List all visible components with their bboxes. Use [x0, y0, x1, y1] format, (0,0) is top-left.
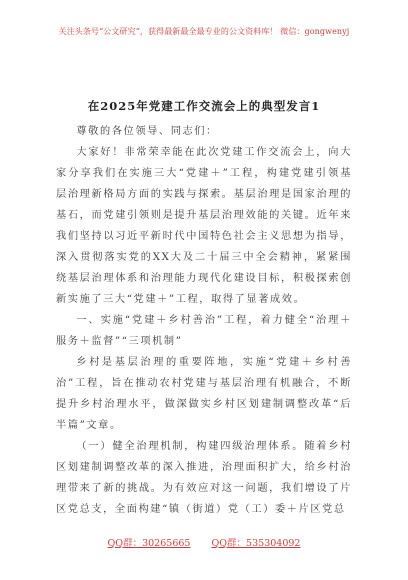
document-title: 在2025年党建工作交流会上的典型发言1 — [87, 99, 321, 113]
promo-banner: 关注头条号“公文研究”，获得最新最全最专业的公文资料库！ 微信：gongwenyj — [58, 27, 350, 36]
paragraph-section-1: 乡村是基层治理的重要阵地，实施“党建＋乡村善治”工程，旨在推动农村党建与基层治理有机融合，不断提升乡村治理水平，做深做实乡村区划建制调整改革“后半篇”文章。 — [56, 357, 352, 431]
footer-contacts — [0, 535, 408, 549]
qq-group-link-2[interactable]: QQ群：535304092 — [211, 538, 301, 549]
qq-group-link-1[interactable]: QQ群：30265665 — [107, 538, 191, 549]
paragraph-subsection-1: （一）健全治理机制，构建四级治理体系。随着乡村区划建制调整改革的深入推进，治理面积扩大，给乡村治理带来了新的挑战。为有效应对这一问题，我们增设了片区党总支，全面构建“镇（街道）党（工）委＋片区党总 — [56, 441, 352, 515]
paragraph-intro: 大家好！非常荣幸能在此次党建工作交流会上，向大家分享我们在实施三大“党建＋”工程，构建党建引领基层治理新格局方面的实践与探索。基层治理是国家治理的基石，而党建引领则是提升基层治理效能的关键。近年来我们坚持以习近平新时代中国特色社会主义思想为指导，深入贯彻落实党的XX大及二十届三中全会精神，紧紧围绕基层治理体系和治理能力现代化建设目标，积极探索创新实施了三大“党建＋”工程，取得了显著成效。 — [56, 147, 352, 305]
salutation: 尊敬的各位领导、同志们： — [76, 126, 218, 137]
section-heading-1: 一、实施“党建＋乡村善治”工程，着力健全“治理＋服务＋监督”“三项机制” — [56, 315, 352, 347]
document-body — [56, 121, 352, 520]
